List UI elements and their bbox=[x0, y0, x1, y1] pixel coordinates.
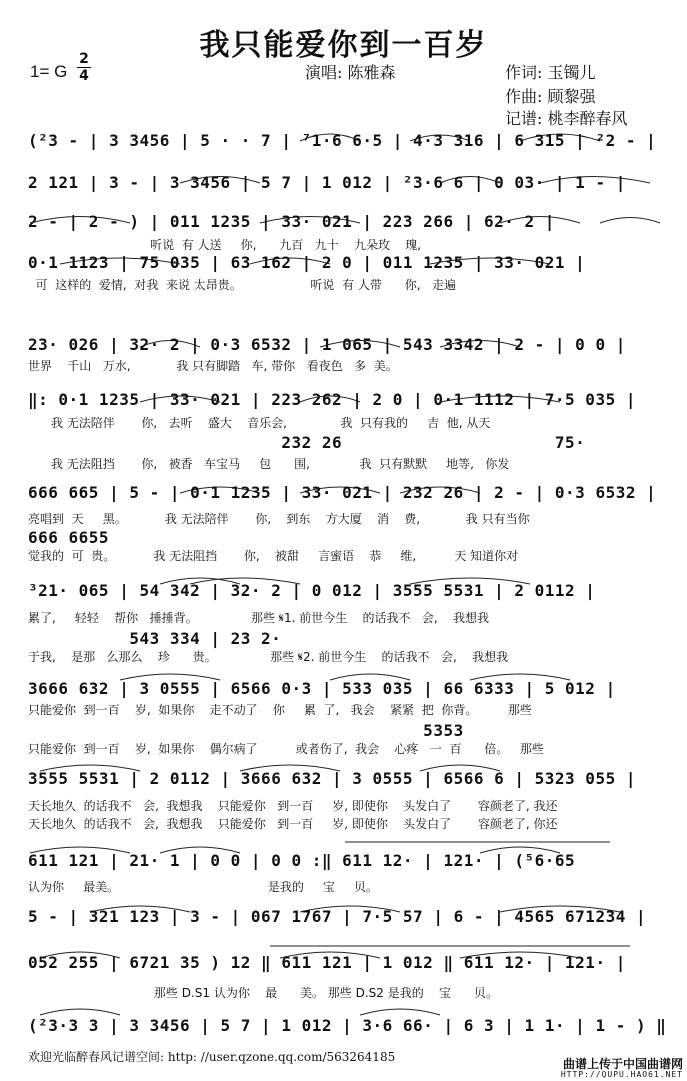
time-signature-top: 2 bbox=[79, 51, 89, 67]
song-title: 我只能爱你到一百岁 bbox=[199, 28, 488, 63]
footer-text: 欢迎光临醉春风记谱空间: http: //user.qzone.qq.com/563264185 bbox=[28, 1050, 396, 1064]
lyric-line: 天长地久 的话我不 会, 我想我 只能爱你 到一百 岁, 即使你 头发白了 容颜老了, 我还 bbox=[28, 799, 558, 813]
notation-line: 2 - | 2 - ) | 011 1235 | 33· 021 | 223 266 | 62· 2 | bbox=[28, 212, 555, 231]
time-signature-bottom: 4 bbox=[79, 68, 89, 84]
notation-line: 2 121 | 3 - | 3 3456 | 5 7 | 1 012 | ²3·6 6 | 0 03· | 1 - | bbox=[28, 173, 626, 192]
watermark-text: 曲谱上传于中国曲谱网 bbox=[562, 1057, 683, 1071]
notation-line: 5 - | 321 123 | 3 - | 067 1767 | 7·5 57 | 6 - | 4565 671234 | bbox=[28, 907, 647, 926]
lyric-line: 觉我的 可 贵。 我 无法阻挡 你, 被甜 言蜜语 恭 维, 天 知道你对 bbox=[28, 549, 519, 563]
transcriber-credit: 记谱: 桃李醉春风 bbox=[505, 109, 628, 128]
key-signature: 1= G bbox=[30, 62, 68, 81]
lyric-line: 认为你 最美。 是我的 宝 贝。 bbox=[28, 880, 378, 894]
notation-line: ³21· 065 | 54 342 | 32· 2 | 0 012 | 3555 5531 | 2 0112 | bbox=[28, 581, 596, 600]
notation-line: 3666 632 | 3 0555 | 6566 0·3 | 533 035 | 66 6333 | 5 012 | bbox=[28, 679, 616, 698]
notation-line: 543 334 | 23 2· bbox=[28, 629, 282, 648]
notation-line: 3555 5531 | 2 0112 | 3666 632 | 3 0555 | 6566 6 | 5323 055 | bbox=[28, 769, 636, 788]
lyric-line: 天长地久 的话我不 会, 我想我 只能爱你 到一百 岁, 即使你 头发白了 容颜老了, 你还 bbox=[28, 817, 558, 831]
notation-line: 666 6655 bbox=[28, 528, 110, 547]
singer-credit: 演唱: 陈雅森 bbox=[305, 63, 396, 82]
lyric-line: 于我, 是那 么那么 珍 贵。 那些 𝄋2. 前世今生 的话我不 会, 我想我 bbox=[28, 650, 509, 664]
notation-line: 611 121 | 21· 1 | 0 0 | 0 0 :‖ 611 12· | 121· | (⁵6·65 bbox=[28, 851, 576, 870]
lyric-line: 我 无法阻挡 你, 被香 车宝马 包 围, 我 只有默默 地等, 你发 bbox=[28, 457, 510, 471]
lyric-line: 听说 有 人送 你, 九百 九十 九朵玫 瑰, bbox=[28, 238, 422, 252]
lyric-line: 只能爱你 到一百 岁, 如果你 走不动了 你 累 了, 我会 紧紧 把 你背。 那些 bbox=[28, 703, 532, 717]
lyric-line: 可 这样的 爱情, 对我 来说 太昂贵。 听说 有 人带 你, 走遍 bbox=[28, 278, 457, 292]
lyric-line: 只能爱你 到一百 岁, 如果你 偶尔病了 或者伤了, 我会 心疼 一 百 倍。 那些 bbox=[28, 742, 544, 756]
notation-line: ‖: 0·1 1235 | 33· 021 | 223 262 | 2 0 | 0·1 1112 | 7·5 035 | bbox=[28, 390, 636, 409]
notation-line: (²3·3 3 | 3 3456 | 5 7 | 1 012 | 3·6 66· | 6 3 | 1 1· | 1 - ) ‖ bbox=[28, 1016, 667, 1035]
watermark-url: HTTP://QUPU.HAO61.NET bbox=[560, 1070, 683, 1079]
lyric-line: 亮唱到 天 黑。 我 无法陪伴 你, 到东 方大厦 消 费, 我 只有当你 bbox=[28, 512, 530, 526]
lyricist-credit: 作词: 玉镯儿 bbox=[505, 63, 596, 82]
notation-line: 5353 bbox=[28, 721, 464, 740]
lyric-line: 累了, 轻轻 帮你 捶捶背。 那些 𝄋1. 前世今生 的话我不 会, 我想我 bbox=[28, 611, 490, 625]
notation-line: 232 26 75· bbox=[28, 433, 586, 452]
notation-line: 052 255 | 6721 35 ) 12 ‖ 611 121 | 1 012 ‖ 611 12· | 121· | bbox=[28, 953, 626, 972]
lyric-line: 那些 D.S1 认为你 最 美。 那些 D.S2 是我的 宝 贝。 bbox=[28, 986, 498, 1000]
notation-line: 0·1 1123 | 75 035 | 63 162 | 2 0 | 011 1235 | 33· 021 | bbox=[28, 253, 586, 272]
composer-credit: 作曲: 顾黎强 bbox=[505, 87, 596, 106]
lyric-line: 世界 千山 万水, 我 只有脚踏 车, 带你 看夜色 多 美。 bbox=[28, 359, 398, 373]
notation-line: 23· 026 | 32· 2 | 0·3 6532 | 1 065 | 543 3342 | 2 - | 0 0 | bbox=[28, 335, 626, 354]
notation-line: 666 665 | 5 - | 0·1 1235 | 33· 021 | 232 26 | 2 - | 0·3 6532 | bbox=[28, 483, 657, 502]
time-signature bbox=[77, 52, 91, 83]
lyric-line: 我 无法陪伴 你, 去听 盛大 音乐会, 我 只有我的 吉 他, 从天 bbox=[28, 416, 491, 430]
notation-line: (²3 - | 3 3456 | 5 · · 7 | ⁷1·6 6·5 | 4·3 316 | 6 315 | ²2 - | bbox=[28, 131, 657, 150]
